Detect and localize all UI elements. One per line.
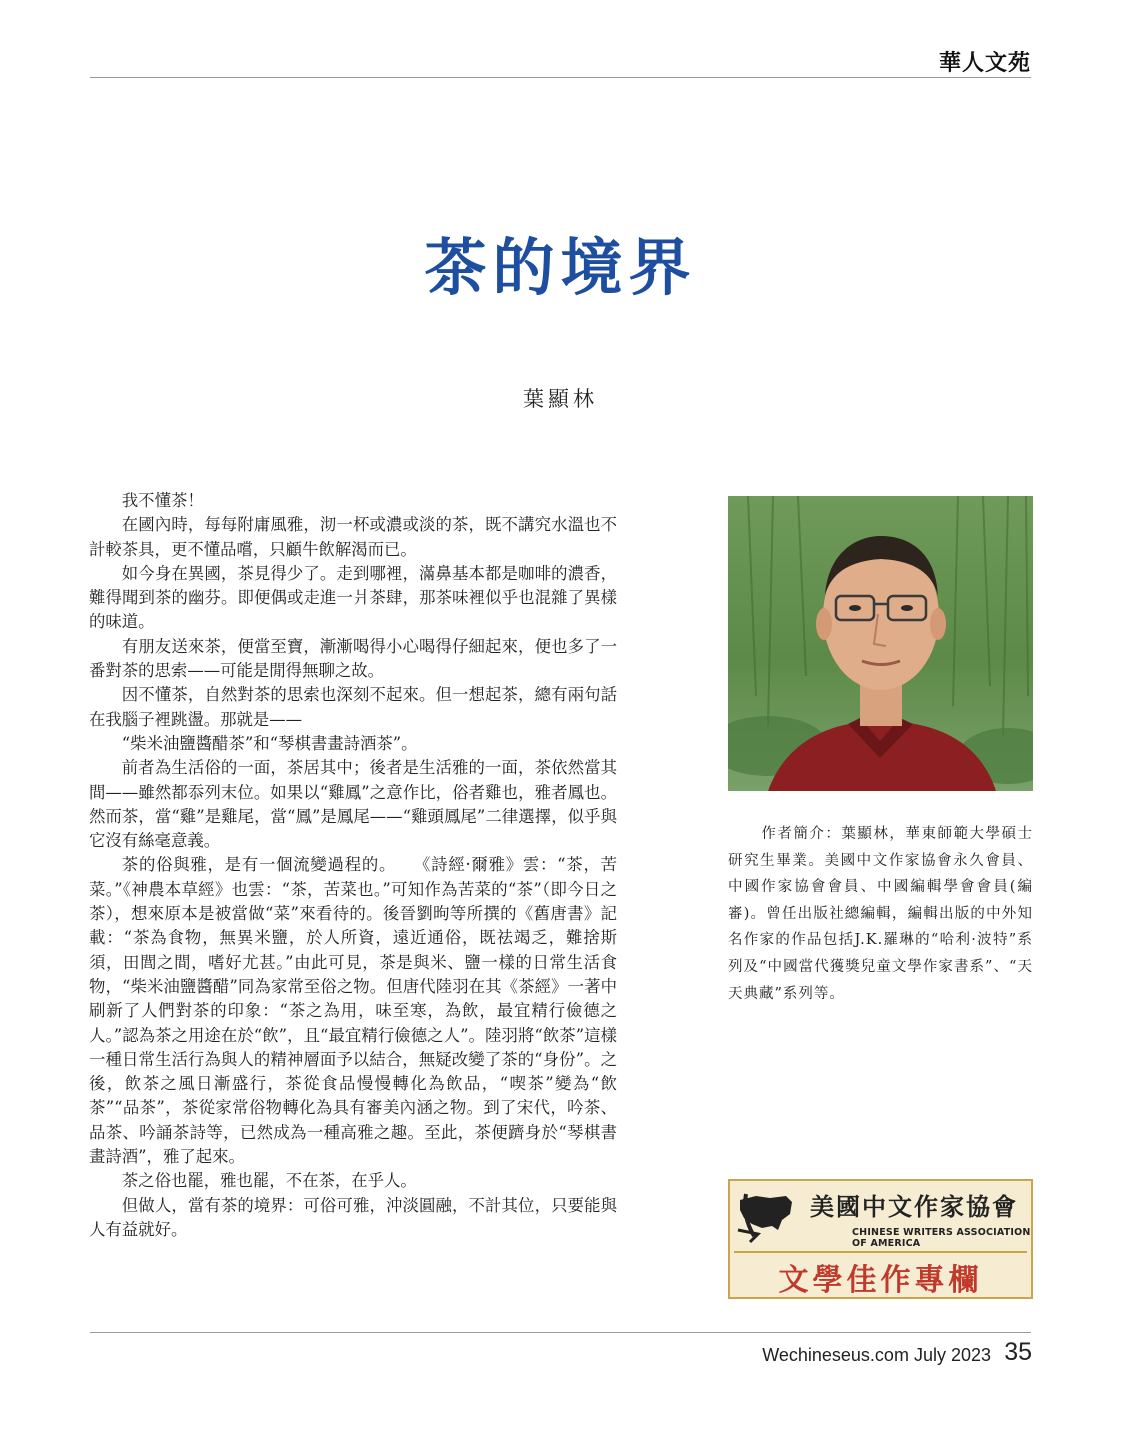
paragraph: 有朋友送來茶，便當至寶，漸漸喝得小心喝得仔細起來，便也多了一番對茶的思索——可能是閒得無聊之故。	[89, 636, 617, 681]
paragraph: 如今身在異國，茶見得少了。走到哪裡，滿鼻基本都是咖啡的濃香，難得聞到茶的幽芬。即便偶或走進一爿茶肆，那茶味裡似乎也混雜了異樣的味道。	[89, 563, 617, 632]
paragraph: 茶的俗與雅，是有一個流變過程的。 《詩經·爾雅》雲：“茶，苦菜。”《神農本草經》也雲：“茶，苦菜也。”可知作為苦菜的“茶”（即今日之茶），想來原本是被當做“菜”來看待的。後晉劉昫等所撰的《舊唐書》記載：“茶為食物，無異米鹽，於人所資，遠近通俗，既祛竭乏，難捨斯須，田閭之間，嗜好尤甚。”由此可見，茶是與米、鹽一樣的日常生活食物，“柴米油鹽醬醋”同為家常至俗之物。但唐代陸羽在其《茶經》一著中刷新了人們對茶的印象：“茶之為用，味至寒，為飲，最宜精行儉德之人。”認為茶之用途在於“飲”，且“最宜精行儉德之人”。陸羽將“飲茶”這樣一種日常生活行為與人的精神層面予以結合，無疑改變了茶的“身份”。之後，飲茶之風日漸盛行，茶從食品慢慢轉化為飲品，“喫茶”變為“飲茶”“品茶”，茶從家常俗物轉化為具有審美內涵之物。到了宋代，吟茶、品茶、吟誦茶詩等，已然成為一種高雅之趣。至此，茶便躋身於“琴棋書畫詩酒”，雅了起來。	[89, 855, 617, 1167]
page-number: 35	[1004, 1338, 1032, 1366]
top-divider	[90, 77, 1031, 78]
badge-org-en: CHINESE WRITERS ASSOCIATION OF AMERICA	[852, 1227, 1031, 1249]
footer-site: Wechineseus.com July 2023	[762, 1345, 991, 1365]
bottom-divider	[90, 1332, 1031, 1333]
paragraph: 前者為生活俗的一面，茶居其中；後者是生活雅的一面，茶依然當其間——雖然都忝列末位。如果以“雞鳳”之意作比，俗者雞也，雅者鳳也。然而茶，當“雞”是雞尾，當“鳳”是鳳尾——“雞頭鳳尾”二律選擇，似乎與它沒有絲毫意義。	[89, 758, 617, 851]
badge-divider	[734, 1251, 1027, 1253]
author-bio: 作者簡介：葉顯林，華東師範大學碩士研究生畢業。美國中文作家協會永久會員、中國作家協會會員、中國編輯學會會員(編審)。曾任出版社總編輯，編輯出版的中外知名作家的作品包括J.K.羅琳的“哈利·波特”系列及“中國當代獲獎兒童文學作家書系”、“天天典藏”系列等。	[728, 826, 1033, 1002]
paragraph: 茶之俗也罷，雅也罷，不在茶，在乎人。	[121, 1171, 417, 1191]
author-photo	[728, 496, 1033, 791]
badge-header	[730, 1181, 1031, 1249]
article-title: 茶的境界	[424, 231, 697, 304]
badge-org-cn: 美國中文作家協會	[810, 1192, 1018, 1221]
column-badge	[728, 1179, 1033, 1299]
usa-map-logo-icon	[736, 1186, 796, 1244]
paragraph: 在國內時，每每附庸風雅，沏一杯或濃或淡的茶，既不講究水溫也不計較茶具，更不懂品嚐，只顧牛飲解渴而已。	[89, 515, 617, 559]
paragraph: “柴米油鹽醬醋茶”和“琴棋書畫詩酒茶”。	[121, 733, 418, 753]
paragraph: 但做人，當有茶的境界：可俗可雅，沖淡圓融，不計其位，只要能與人有益就好。	[89, 1195, 617, 1239]
paragraph: 因不懂茶，自然對茶的思索也深刻不起來。但一想起茶，總有兩句話在我腦子裡跳盪。那就是——	[89, 685, 617, 729]
author-portrait-icon	[728, 496, 1033, 791]
section-title: 華人文苑	[938, 50, 1031, 76]
article-author: 葉顯林	[523, 387, 598, 411]
article-body	[89, 489, 617, 1242]
paragraph: 我不懂茶！	[121, 491, 204, 510]
badge-column-title: 文學佳作專欄	[778, 1263, 983, 1298]
